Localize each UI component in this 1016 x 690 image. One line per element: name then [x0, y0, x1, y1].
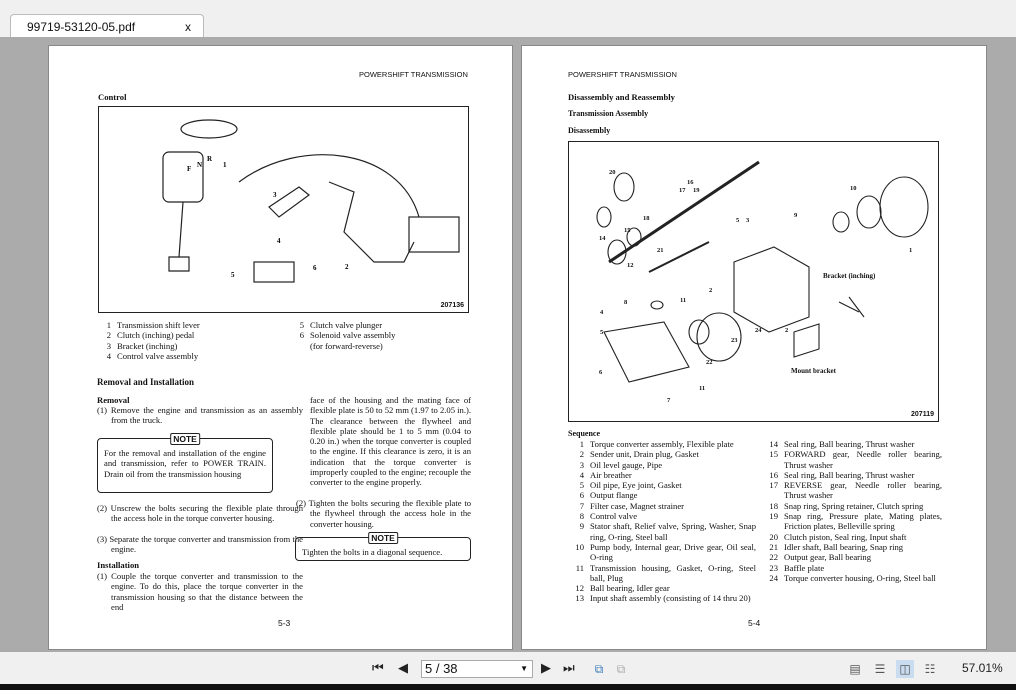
page-number: 5-3 [278, 618, 291, 628]
removal-step-3: (3) Separate the torque converter and transmission from the engine. [97, 534, 303, 555]
sequence-number: 23 [769, 562, 778, 573]
page-5-4 [521, 45, 987, 650]
single-page-view-icon[interactable]: ▤ [849, 662, 861, 676]
svg-text:19: 19 [693, 187, 700, 194]
svg-text:5: 5 [231, 271, 235, 279]
svg-text:1: 1 [223, 161, 227, 169]
sequence-text: Transmission housing, Gasket, O-ring, Steel ball, Plug [590, 562, 756, 583]
disassembly-figure [568, 141, 939, 422]
control-figure [98, 106, 469, 313]
removal-installation-heading: Removal and Installation [97, 377, 195, 387]
svg-text:2: 2 [709, 287, 713, 294]
sequence-item [762, 511, 942, 532]
svg-text:16: 16 [687, 179, 694, 186]
label-R: R [207, 155, 213, 163]
taskbar-edge [0, 684, 1016, 690]
sequence-list-right [762, 439, 942, 583]
sequence-number: 16 [769, 469, 778, 480]
page-number: 5-4 [748, 618, 761, 628]
sequence-number: 15 [769, 449, 778, 460]
sequence-number: 9 [579, 521, 584, 532]
svg-text:23: 23 [731, 337, 738, 344]
note-text: Tighten the bolts in a diagonal sequence. [302, 547, 443, 557]
install-step-1: (1) Couple the torque converter and transmission to the engine. To do this, place the torque converter in the transmission housing so that the distance between the end [97, 571, 303, 612]
svg-text:7: 7 [667, 397, 671, 404]
removal-step-1: (1) Remove the engine and transmission as an assembly from the truck. [97, 405, 303, 426]
sequence-text: Snap ring, Pressure plate, Mating plates, Friction plates, Belleville spring [784, 511, 942, 532]
sequence-item [568, 511, 756, 521]
sequence-item [568, 563, 756, 584]
note-label: NOTE [170, 433, 200, 445]
sequence-number: 2 [579, 449, 584, 460]
sequence-item [762, 573, 942, 583]
sequence-text: Control valve [590, 511, 638, 522]
sequence-item [568, 521, 756, 542]
subtitle: Transmission Assembly [568, 109, 649, 118]
sequence-number: 1 [579, 439, 584, 449]
tab-title: 99719-53120-05.pdf [27, 20, 136, 34]
sequence-text: Seal ring, Ball bearing, Thrust washer [784, 469, 915, 480]
sequence-number: 10 [575, 541, 584, 552]
sequence-text: REVERSE gear, Needle roller bearing, Thrust washer [784, 480, 942, 501]
install-step-2: (2) Tighten the bolts securing the flexible plate to the flywheel through the access hole in the converter housing. [296, 498, 471, 529]
svg-text:18: 18 [643, 215, 650, 222]
svg-text:1: 1 [909, 247, 913, 254]
sequence-item [762, 552, 942, 562]
svg-text:2: 2 [785, 327, 789, 334]
svg-text:12: 12 [627, 262, 634, 269]
sequence-text: Filter case, Magnet strainer [590, 500, 685, 511]
sequence-item [762, 542, 942, 552]
previous-page-button[interactable]: ◀ [398, 660, 408, 675]
sequence-item [568, 593, 756, 603]
sequence-text: Oil pipe, Eye joint, Gasket [590, 480, 682, 491]
sequence-number: 22 [769, 552, 778, 563]
sequence-item [762, 439, 942, 449]
continuous-facing-view-icon[interactable]: ☷ [924, 662, 936, 676]
svg-text:3: 3 [746, 217, 750, 224]
sequence-item [568, 501, 756, 511]
svg-text:20: 20 [609, 169, 616, 176]
sequence-text: Output flange [590, 490, 638, 501]
sequence-text: Input shaft assembly (consisting of 14 thru 20) [590, 593, 751, 604]
figure-id: 207119 [911, 411, 934, 418]
sequence-number: 3 [579, 459, 584, 470]
svg-text:8: 8 [624, 299, 628, 306]
sequence-text: FORWARD gear, Needle roller bearing, Thrust washer [784, 449, 942, 470]
page-5-3 [48, 45, 513, 650]
sequence-text: Output gear, Ball bearing [784, 552, 871, 563]
sequence-text: Idler shaft, Ball bearing, Snap ring [784, 541, 904, 552]
subtitle-2: Disassembly [568, 126, 611, 135]
svg-text:2: 2 [345, 263, 349, 271]
svg-text:5: 5 [736, 217, 740, 224]
sequence-item [762, 501, 942, 511]
svg-text:24: 24 [755, 327, 762, 334]
sequence-item [568, 480, 756, 490]
sequence-number: 18 [769, 500, 778, 511]
next-page-button[interactable]: ▶ [541, 660, 551, 675]
page-title: Disassembly and Reassembly [568, 92, 675, 102]
next-view-icon[interactable]: ⧉ [616, 662, 626, 676]
continuous-view-icon[interactable]: ☰ [874, 662, 886, 676]
last-page-button[interactable]: ⏭ [563, 660, 575, 675]
running-header: POWERSHIFT TRANSMISSION [568, 70, 677, 79]
sequence-text: Snap ring, Spring retainer, Clutch spring [784, 500, 924, 511]
svg-text:N: N [197, 161, 203, 169]
sequence-text: Pump body, Internal gear, Drive gear, Oil seal, O-ring [590, 541, 756, 563]
svg-text:6: 6 [313, 264, 317, 272]
svg-text:4: 4 [600, 309, 604, 316]
navigation-toolbar [0, 652, 1016, 684]
exploded-view-diagram [569, 142, 938, 421]
figure-legend-right: 5 Clutch valve plunger 6 Solenoid valve assembly (for forward-reverse) [299, 320, 396, 351]
sequence-number: 6 [579, 490, 584, 501]
note-box-1 [97, 434, 273, 493]
section-title: Control [98, 92, 127, 102]
sequence-text: Torque converter housing, O-ring, Steel ball [784, 572, 936, 583]
sequence-item [762, 470, 942, 480]
svg-text:4: 4 [277, 237, 281, 245]
sequence-text: Air breather [590, 469, 632, 480]
sequence-text: Stator shaft, Relief valve, Spring, Washer, Snap ring, O-ring, Steel ball [590, 521, 756, 542]
sequence-number: 14 [769, 439, 778, 449]
svg-text:15: 15 [624, 227, 631, 234]
sequence-list-left [568, 439, 756, 604]
sequence-item [568, 490, 756, 500]
sequence-text: Baffle plate [784, 562, 825, 573]
sequence-item [568, 460, 756, 470]
svg-text:21: 21 [657, 247, 664, 254]
svg-text:11: 11 [699, 385, 706, 392]
removal-subheading: Removal [97, 395, 130, 405]
svg-text:10: 10 [850, 185, 857, 192]
sequence-text: Oil level gauge, Pipe [590, 459, 663, 470]
svg-text:22: 22 [706, 359, 713, 366]
sequence-number: 19 [769, 511, 778, 522]
sequence-number: 21 [769, 541, 778, 552]
sequence-number: 8 [579, 511, 584, 522]
zoom-level[interactable]: 57.01% [962, 661, 1003, 675]
figure-legend-left: 1 Transmission shift lever 2 Clutch (inching) pedal 3 Bracket (inching) 4 Control valve assembly [106, 320, 200, 361]
sequence-text: Sender unit, Drain plug, Gasket [590, 449, 699, 460]
sequence-number: 4 [579, 469, 584, 480]
sequence-text: Torque converter assembly, Flexible plate [590, 439, 734, 449]
chevron-down-icon[interactable]: ▼ [520, 664, 528, 673]
svg-text:11: 11 [680, 297, 687, 304]
sequence-item [568, 470, 756, 480]
facing-pages-view-icon[interactable]: ◫ [896, 660, 914, 678]
sequence-number: 13 [575, 593, 584, 604]
sequence-number: 12 [575, 583, 584, 594]
svg-text:5: 5 [600, 329, 604, 336]
sequence-number: 24 [769, 572, 778, 583]
figure-id: 207136 [440, 302, 464, 309]
sequence-item [568, 439, 756, 449]
sequence-item [762, 563, 942, 573]
sequence-number: 7 [579, 500, 584, 511]
note-text: For the removal and installation of the engine and transmission, refer to POWER TRAIN. Drain oil from the transmission housing [104, 448, 266, 479]
sequence-item [762, 532, 942, 542]
page-number-input[interactable] [421, 660, 533, 678]
page-number-value: 5 / 38 [425, 661, 458, 676]
svg-text:F: F [187, 165, 192, 173]
bracket-inching-label: Bracket (inching) [823, 272, 876, 280]
tab-bar [0, 0, 1016, 37]
removal-step-2: (2) Unscrew the bolts securing the flexible plate through the access hole in the torque converter housing. [97, 503, 303, 524]
sequence-item [762, 449, 942, 470]
svg-text:6: 6 [599, 369, 603, 376]
document-tab[interactable] [10, 14, 204, 37]
sequence-item [568, 449, 756, 459]
installation-subheading: Installation [97, 560, 140, 570]
control-diagram [99, 107, 468, 312]
sequence-number: 5 [579, 480, 584, 491]
sequence-number: 11 [575, 562, 584, 573]
sequence-number: 17 [769, 480, 778, 491]
sequence-item [568, 583, 756, 593]
sequence-number: 20 [769, 531, 778, 542]
sequence-text: Ball bearing, Idler gear [590, 583, 670, 594]
first-page-button[interactable]: ⏮ [372, 660, 384, 675]
svg-text:17: 17 [679, 187, 686, 194]
sequence-item [568, 542, 756, 563]
note-box-2 [295, 533, 471, 561]
close-tab-icon[interactable]: x [185, 20, 191, 34]
sequence-heading: Sequence [568, 429, 600, 438]
svg-text:14: 14 [599, 235, 606, 242]
svg-text:9: 9 [794, 212, 798, 219]
previous-view-icon[interactable]: ⧉ [594, 662, 604, 676]
install-step-1-continued: face of the housing and the mating face of flexible plate is 50 to 52 mm (1.97 to 2.05 in.). The clearance between the flywheel and flexible plate should be 1 to 5 mm (0.04 to 0.20 in.) when the torque converter is coupled to the engine. If this clearance is zero, it is an indication that the torque converter is improperly coupled to the engine; recouple the converter to the engine properly. [310, 395, 471, 488]
note-label: NOTE [368, 532, 398, 544]
mount-bracket-label: Mount bracket [791, 367, 836, 375]
sequence-item [762, 480, 942, 501]
sequence-text: Clutch piston, Seal ring, Input shaft [784, 531, 907, 542]
running-header: POWERSHIFT TRANSMISSION [359, 70, 468, 79]
sequence-text: Seal ring, Ball bearing, Thrust washer [784, 439, 915, 449]
svg-text:3: 3 [273, 191, 277, 199]
